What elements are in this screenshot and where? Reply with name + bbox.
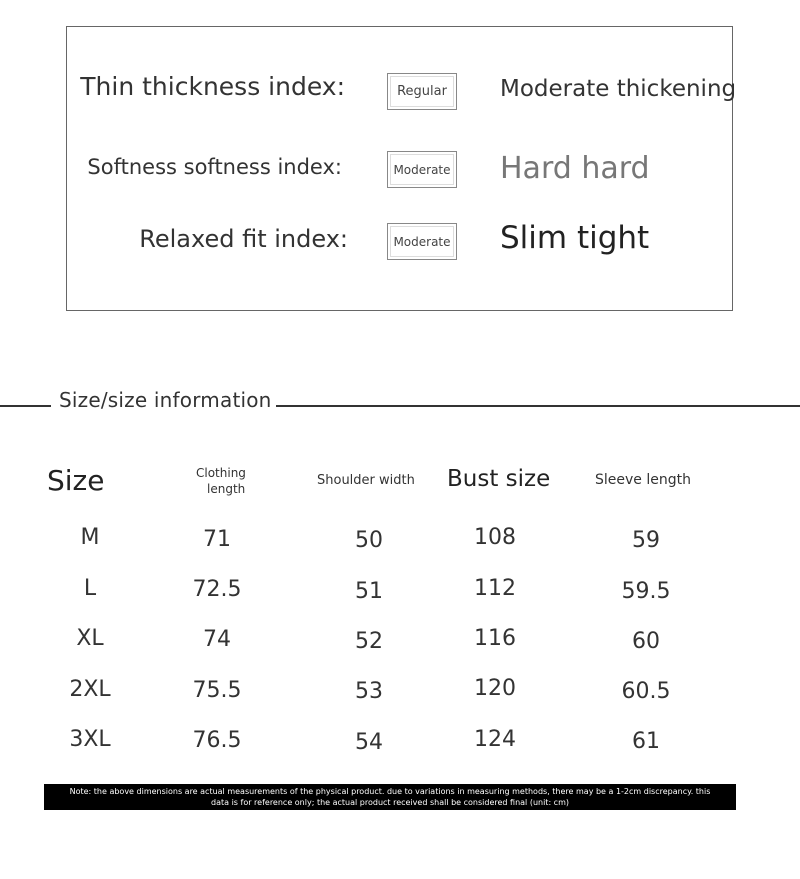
section-rule-left <box>0 405 51 407</box>
section-rule-right <box>276 405 800 407</box>
cell-bust-size: 112 <box>474 576 516 601</box>
fit-index-value: Moderate <box>387 223 457 260</box>
cell-bust-size: 120 <box>474 676 516 701</box>
softness-index-row <box>67 155 352 195</box>
cell-size: L <box>83 576 97 601</box>
header-shoulder-width: Shoulder width <box>317 473 415 488</box>
thickness-index-row <box>67 72 352 112</box>
fit-index-row <box>67 225 352 265</box>
cell-shoulder-width: 52 <box>355 629 383 654</box>
softness-index-label: Softness softness index: <box>87 155 342 179</box>
thickness-index-value: Regular <box>387 73 457 110</box>
cell-shoulder-width: 54 <box>355 730 383 755</box>
header-clothing-length-line1: Clothing <box>196 466 246 480</box>
section-title: Size/size information <box>59 388 272 412</box>
cell-sleeve-length: 59.5 <box>621 579 671 604</box>
thickness-index-label: Thin thickness index: <box>80 72 345 101</box>
softness-index-extreme: Hard hard <box>500 151 650 186</box>
thickness-index-extreme: Moderate thickening <box>500 76 737 102</box>
cell-size: XL <box>76 626 104 651</box>
cell-bust-size: 108 <box>474 525 516 550</box>
cell-clothing-length: 71 <box>203 527 231 552</box>
cell-size: 3XL <box>69 727 111 752</box>
measurement-note-line1: Note: the above dimensions are actual measurements of the physical product. due to variations in measuring methods, there may be a 1-2cm discrepancy. this <box>69 787 711 796</box>
fit-index-extreme: Slim tight <box>500 220 650 256</box>
softness-index-value: Moderate <box>387 151 457 188</box>
cell-shoulder-width: 51 <box>355 579 383 604</box>
cell-bust-size: 116 <box>474 626 516 651</box>
cell-size: M <box>80 525 100 550</box>
cell-clothing-length: 75.5 <box>192 678 242 703</box>
header-bust-size: Bust size <box>447 466 551 492</box>
fit-index-label: Relaxed fit index: <box>139 225 348 253</box>
header-sleeve-length: Sleeve length <box>595 472 691 488</box>
measurement-note <box>44 784 736 810</box>
cell-sleeve-length: 60 <box>632 629 660 654</box>
measurement-note-line2: data is for reference only; the actual product received shall be considered final (unit: cm) <box>211 798 569 807</box>
header-clothing-length-line2: length <box>207 482 246 496</box>
cell-shoulder-width: 53 <box>355 679 383 704</box>
cell-shoulder-width: 50 <box>355 528 383 553</box>
cell-bust-size: 124 <box>474 727 516 752</box>
fabric-index-panel <box>66 26 737 311</box>
cell-clothing-length: 72.5 <box>192 577 242 602</box>
cell-size: 2XL <box>69 677 111 702</box>
header-clothing-length <box>196 465 246 497</box>
cell-clothing-length: 76.5 <box>192 728 242 753</box>
header-size: Size <box>47 464 105 497</box>
cell-sleeve-length: 59 <box>632 528 660 553</box>
cell-sleeve-length: 60.5 <box>621 679 671 704</box>
cell-clothing-length: 74 <box>203 627 231 652</box>
cell-sleeve-length: 61 <box>632 729 660 754</box>
